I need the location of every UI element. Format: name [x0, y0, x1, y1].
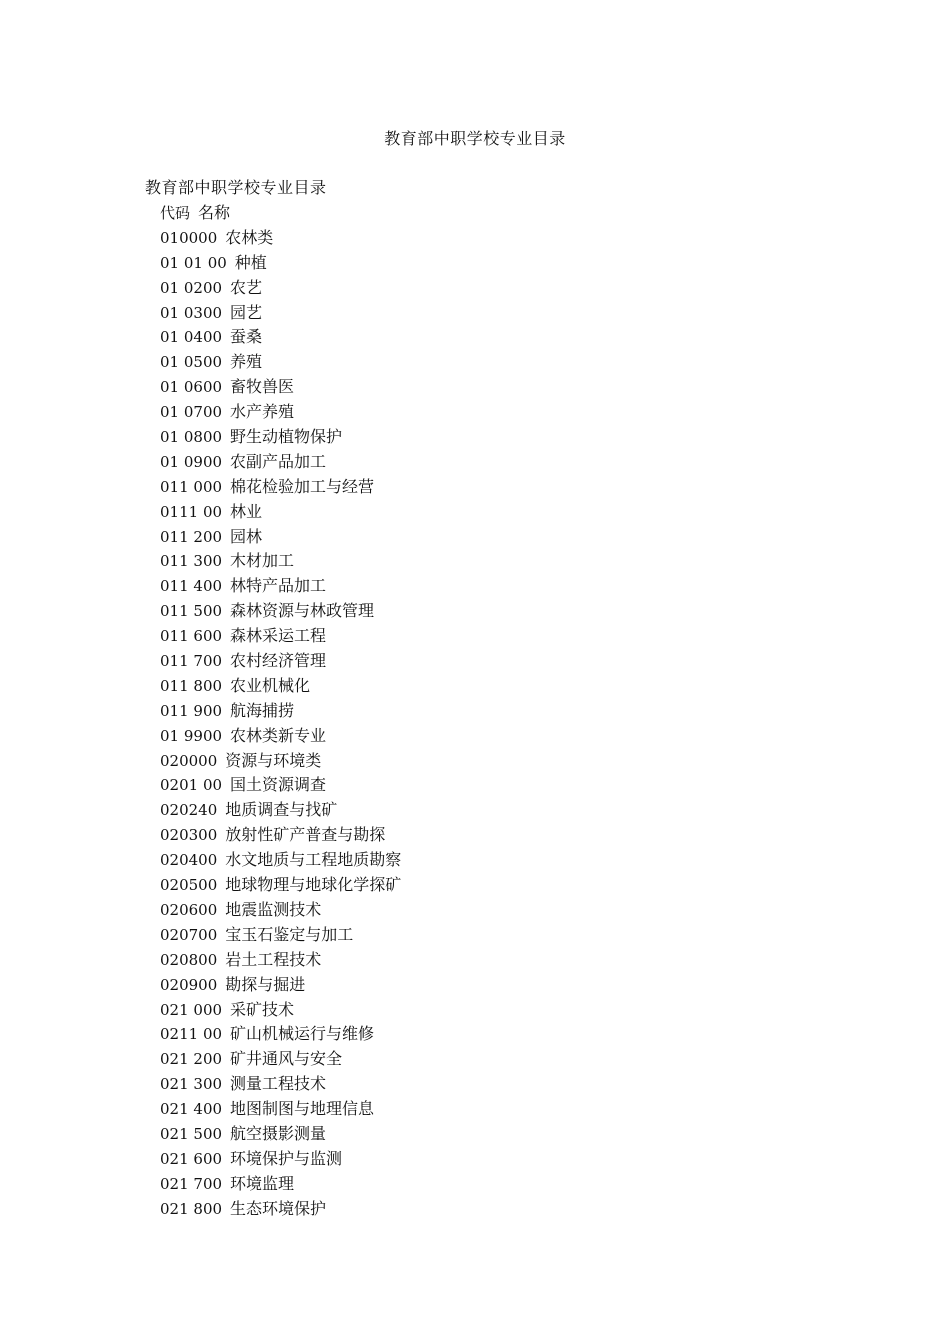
major-name: 种植	[234, 252, 267, 272]
list-item	[160, 251, 401, 276]
major-name: 地球物理与地球化学探矿	[225, 875, 402, 895]
list-item	[160, 798, 401, 823]
list-item	[160, 649, 401, 674]
list-item	[160, 549, 401, 574]
list-item	[160, 1197, 401, 1222]
major-code: 01 0400	[160, 328, 223, 347]
major-code: 011 800	[160, 676, 223, 695]
major-name: 采矿技术	[230, 999, 295, 1019]
list-item	[160, 773, 401, 798]
major-code: 01 0500	[160, 353, 223, 372]
major-code: 011 400	[160, 577, 223, 596]
list-item	[160, 475, 401, 500]
major-code: 01 01 00	[160, 253, 227, 272]
major-name: 农林类新专业	[230, 725, 327, 745]
document-heading: 教育部中职学校专业目录	[145, 178, 327, 197]
major-code: 020800	[160, 950, 218, 969]
major-name: 生态环境保护	[230, 1198, 327, 1218]
page-title: 教育部中职学校专业目录	[384, 129, 566, 148]
major-code: 021 600	[160, 1149, 223, 1168]
major-name: 国土资源调查	[230, 775, 327, 795]
list-item	[160, 674, 401, 699]
list-item	[160, 276, 401, 301]
list-item	[160, 574, 401, 599]
list-item	[160, 599, 401, 624]
major-name: 畜牧兽医	[230, 377, 295, 397]
major-name: 园林	[230, 526, 263, 546]
major-name: 棉花检验加工与经营	[230, 476, 375, 496]
major-name: 林业	[230, 501, 263, 521]
major-name: 养殖	[230, 352, 263, 372]
major-name: 园艺	[230, 302, 263, 322]
major-code: 01 0300	[160, 303, 223, 322]
list-item	[160, 1147, 401, 1172]
major-code: 0201 00	[160, 776, 223, 795]
major-name: 矿井通风与安全	[230, 1049, 343, 1069]
major-code: 020900	[160, 975, 218, 994]
major-name: 航空摄影测量	[230, 1123, 327, 1143]
list-item	[160, 425, 401, 450]
column-header-name: 名称	[198, 203, 231, 222]
major-code: 01 0900	[160, 452, 223, 471]
major-name: 环境保护与监测	[230, 1148, 343, 1168]
list-item	[160, 1122, 401, 1147]
major-name: 林特产品加工	[230, 576, 327, 596]
major-name: 农副产品加工	[230, 451, 327, 471]
major-name: 岩土工程技术	[225, 949, 322, 969]
major-name: 森林采运工程	[230, 626, 327, 646]
major-name: 木材加工	[230, 551, 295, 571]
list-item	[160, 898, 401, 923]
list-item	[160, 823, 401, 848]
list-item	[160, 301, 401, 326]
major-code: 020600	[160, 900, 218, 919]
major-name: 水产养殖	[230, 402, 295, 422]
major-name: 农村经济管理	[230, 651, 327, 671]
major-name: 放射性矿产普查与勘探	[225, 825, 386, 845]
major-code: 020400	[160, 851, 218, 870]
major-name: 野生动植物保护	[230, 427, 343, 447]
major-name: 宝玉石鉴定与加工	[225, 924, 354, 944]
list-item	[160, 400, 401, 425]
major-name: 地震监测技术	[225, 899, 322, 919]
list-item	[160, 1072, 401, 1097]
major-code: 0111 00	[160, 502, 223, 521]
major-code: 021 000	[160, 1000, 223, 1019]
major-code: 020500	[160, 876, 218, 895]
list-item	[160, 724, 401, 749]
major-code: 01 0800	[160, 428, 223, 447]
major-name: 测量工程技术	[230, 1074, 327, 1094]
list-item	[160, 350, 401, 375]
list-item	[160, 998, 401, 1023]
list-item	[160, 325, 401, 350]
major-name: 蚕桑	[230, 327, 263, 347]
list-item	[160, 525, 401, 550]
major-list	[160, 201, 401, 1222]
major-code: 020700	[160, 925, 218, 944]
list-item	[160, 873, 401, 898]
list-item	[160, 973, 401, 998]
major-code: 021 300	[160, 1075, 223, 1094]
major-code: 021 200	[160, 1050, 223, 1069]
major-code: 010000	[160, 228, 218, 247]
list-item	[160, 923, 401, 948]
major-code: 01 9900	[160, 726, 223, 745]
major-code: 01 0600	[160, 378, 223, 397]
major-code: 011 600	[160, 627, 223, 646]
major-name: 勘探与掘进	[225, 974, 306, 994]
list-header-row	[160, 201, 401, 226]
list-item	[160, 375, 401, 400]
list-item	[160, 450, 401, 475]
major-code: 020000	[160, 751, 218, 770]
major-name: 农艺	[230, 277, 263, 297]
major-code: 011 700	[160, 652, 223, 671]
major-code: 011 200	[160, 527, 223, 546]
major-name: 航海捕捞	[230, 700, 295, 720]
list-item	[160, 1172, 401, 1197]
list-item	[160, 948, 401, 973]
column-header-code: 代码	[160, 204, 191, 222]
major-name: 地图制图与地理信息	[230, 1099, 375, 1119]
major-name: 水文地质与工程地质勘察	[225, 850, 402, 870]
major-code: 011 000	[160, 477, 223, 496]
list-item	[160, 848, 401, 873]
major-code: 021 800	[160, 1199, 223, 1218]
list-item	[160, 699, 401, 724]
major-code: 021 700	[160, 1174, 223, 1193]
list-item	[160, 1022, 401, 1047]
major-name: 农业机械化	[230, 675, 311, 695]
major-code: 0211 00	[160, 1025, 223, 1044]
major-name: 农林类	[225, 227, 274, 247]
list-item	[160, 749, 401, 774]
major-code: 01 0200	[160, 278, 223, 297]
major-name: 环境监理	[230, 1173, 295, 1193]
major-name: 资源与环境类	[225, 750, 322, 770]
major-name: 森林资源与林政管理	[230, 601, 375, 621]
major-code: 021 400	[160, 1100, 223, 1119]
list-item	[160, 500, 401, 525]
major-code: 011 900	[160, 701, 223, 720]
major-name: 地质调查与找矿	[225, 800, 338, 820]
list-item	[160, 1047, 401, 1072]
major-code: 021 500	[160, 1124, 223, 1143]
major-name: 矿山机械运行与维修	[230, 1024, 375, 1044]
major-code: 020240	[160, 801, 218, 820]
list-item	[160, 226, 401, 251]
major-code: 020300	[160, 826, 218, 845]
major-code: 011 300	[160, 552, 223, 571]
list-item	[160, 624, 401, 649]
list-item	[160, 1097, 401, 1122]
major-code: 01 0700	[160, 403, 223, 422]
major-code: 011 500	[160, 602, 223, 621]
